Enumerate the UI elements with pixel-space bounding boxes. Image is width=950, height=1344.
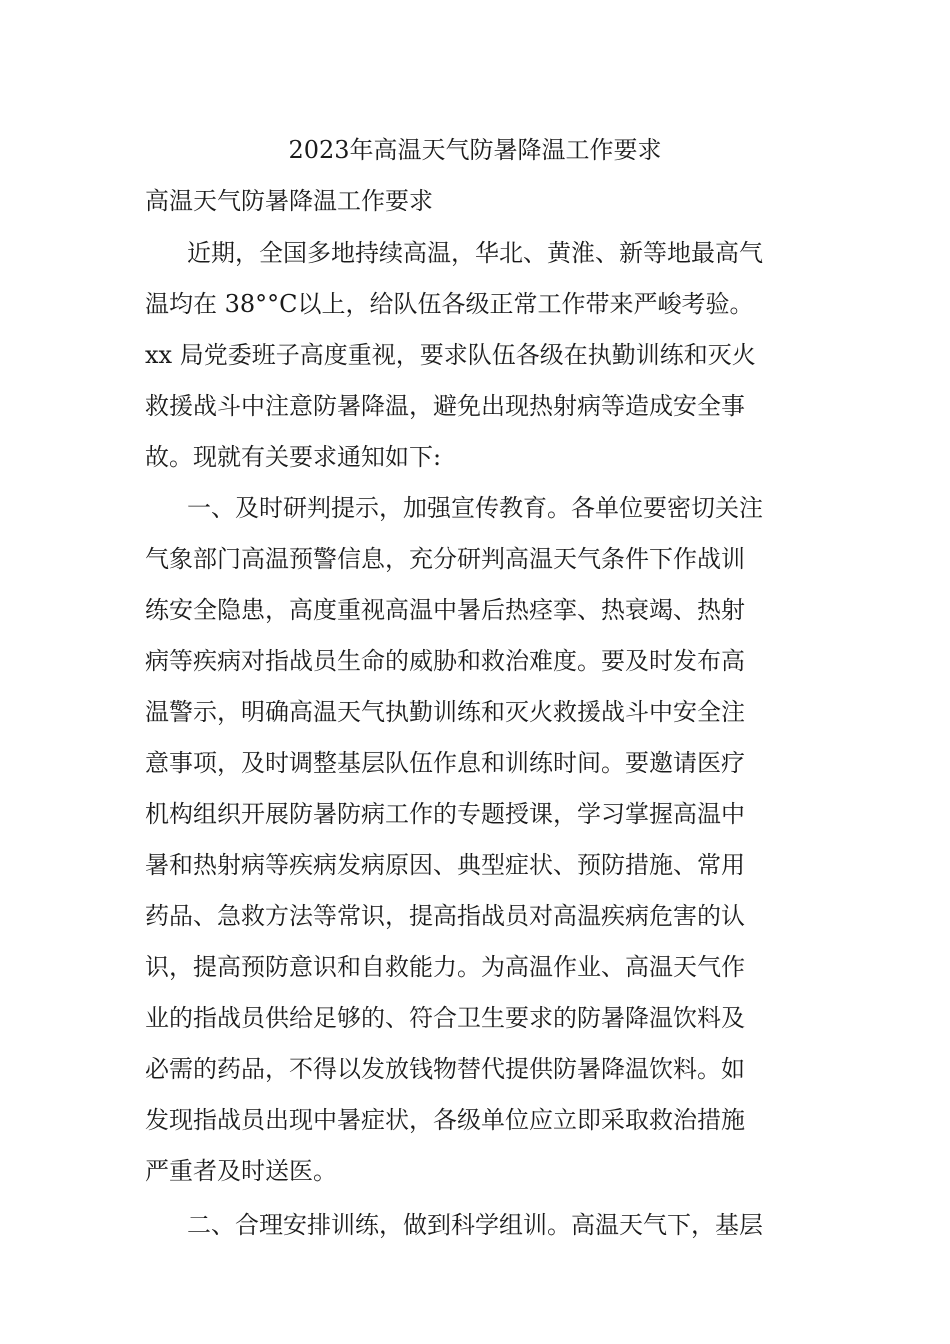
paragraph-line: 气象部门高温预警信息，充分研判高温天气条件下作战训 xyxy=(145,545,745,573)
paragraph-line: 近期，全国多地持续高温，华北、黄淮、新等地最高气 xyxy=(187,239,763,267)
paragraph-line: 意事项，及时调整基层队伍作息和训练时间。要邀请医疗 xyxy=(145,749,745,777)
paragraph-line: 温警示，明确高温天气执勤训练和灭火救援战斗中安全注 xyxy=(145,698,745,726)
paragraph-line: 必需的药品，不得以发放钱物替代提供防暑降温饮料。如 xyxy=(145,1055,745,1083)
paragraph-line: 药品、急救方法等常识，提高指战员对高温疾病危害的认 xyxy=(145,902,745,930)
paragraph-line: xx 局党委班子高度重视，要求队伍各级在执勤训练和灭火 xyxy=(145,341,756,369)
paragraph-line: 温均在 38°°C以上，给队伍各级正常工作带来严峻考验。 xyxy=(145,290,754,318)
paragraph-line: 识，提高预防意识和自救能力。为高温作业、高温天气作 xyxy=(145,953,745,981)
paragraph-line: 严重者及时送医。 xyxy=(145,1157,337,1185)
document-title: 2023年高温天气防暑降温工作要求 xyxy=(288,136,662,164)
paragraph-line: 救援战斗中注意防暑降温，避免出现热射病等造成安全事 xyxy=(145,392,745,420)
paragraph-line: 业的指战员供给足够的、符合卫生要求的防暑降温饮料及 xyxy=(145,1004,745,1032)
paragraph-line: 机构组织开展防暑防病工作的专题授课，学习掌握高温中 xyxy=(145,800,745,828)
paragraph-line: 二、合理安排训练，做到科学组训。高温天气下，基层 xyxy=(187,1211,763,1239)
paragraph-line: 一、及时研判提示，加强宣传教育。各单位要密切关注 xyxy=(187,494,763,522)
paragraph-line: 暑和热射病等疾病发病原因、典型症状、预防措施、常用 xyxy=(145,851,745,879)
paragraph-line: 病等疾病对指战员生命的威胁和救治难度。要及时发布高 xyxy=(145,647,745,675)
paragraph-line: 练安全隐患，高度重视高温中暑后热痉挛、热衰竭、热射 xyxy=(145,596,745,624)
paragraph-line: 故。现就有关要求通知如下: xyxy=(145,443,442,471)
paragraph-line: 发现指战员出现中暑症状，各级单位应立即采取救治措施 xyxy=(145,1106,745,1134)
document-subtitle: 高温天气防暑降温工作要求 xyxy=(145,187,433,215)
